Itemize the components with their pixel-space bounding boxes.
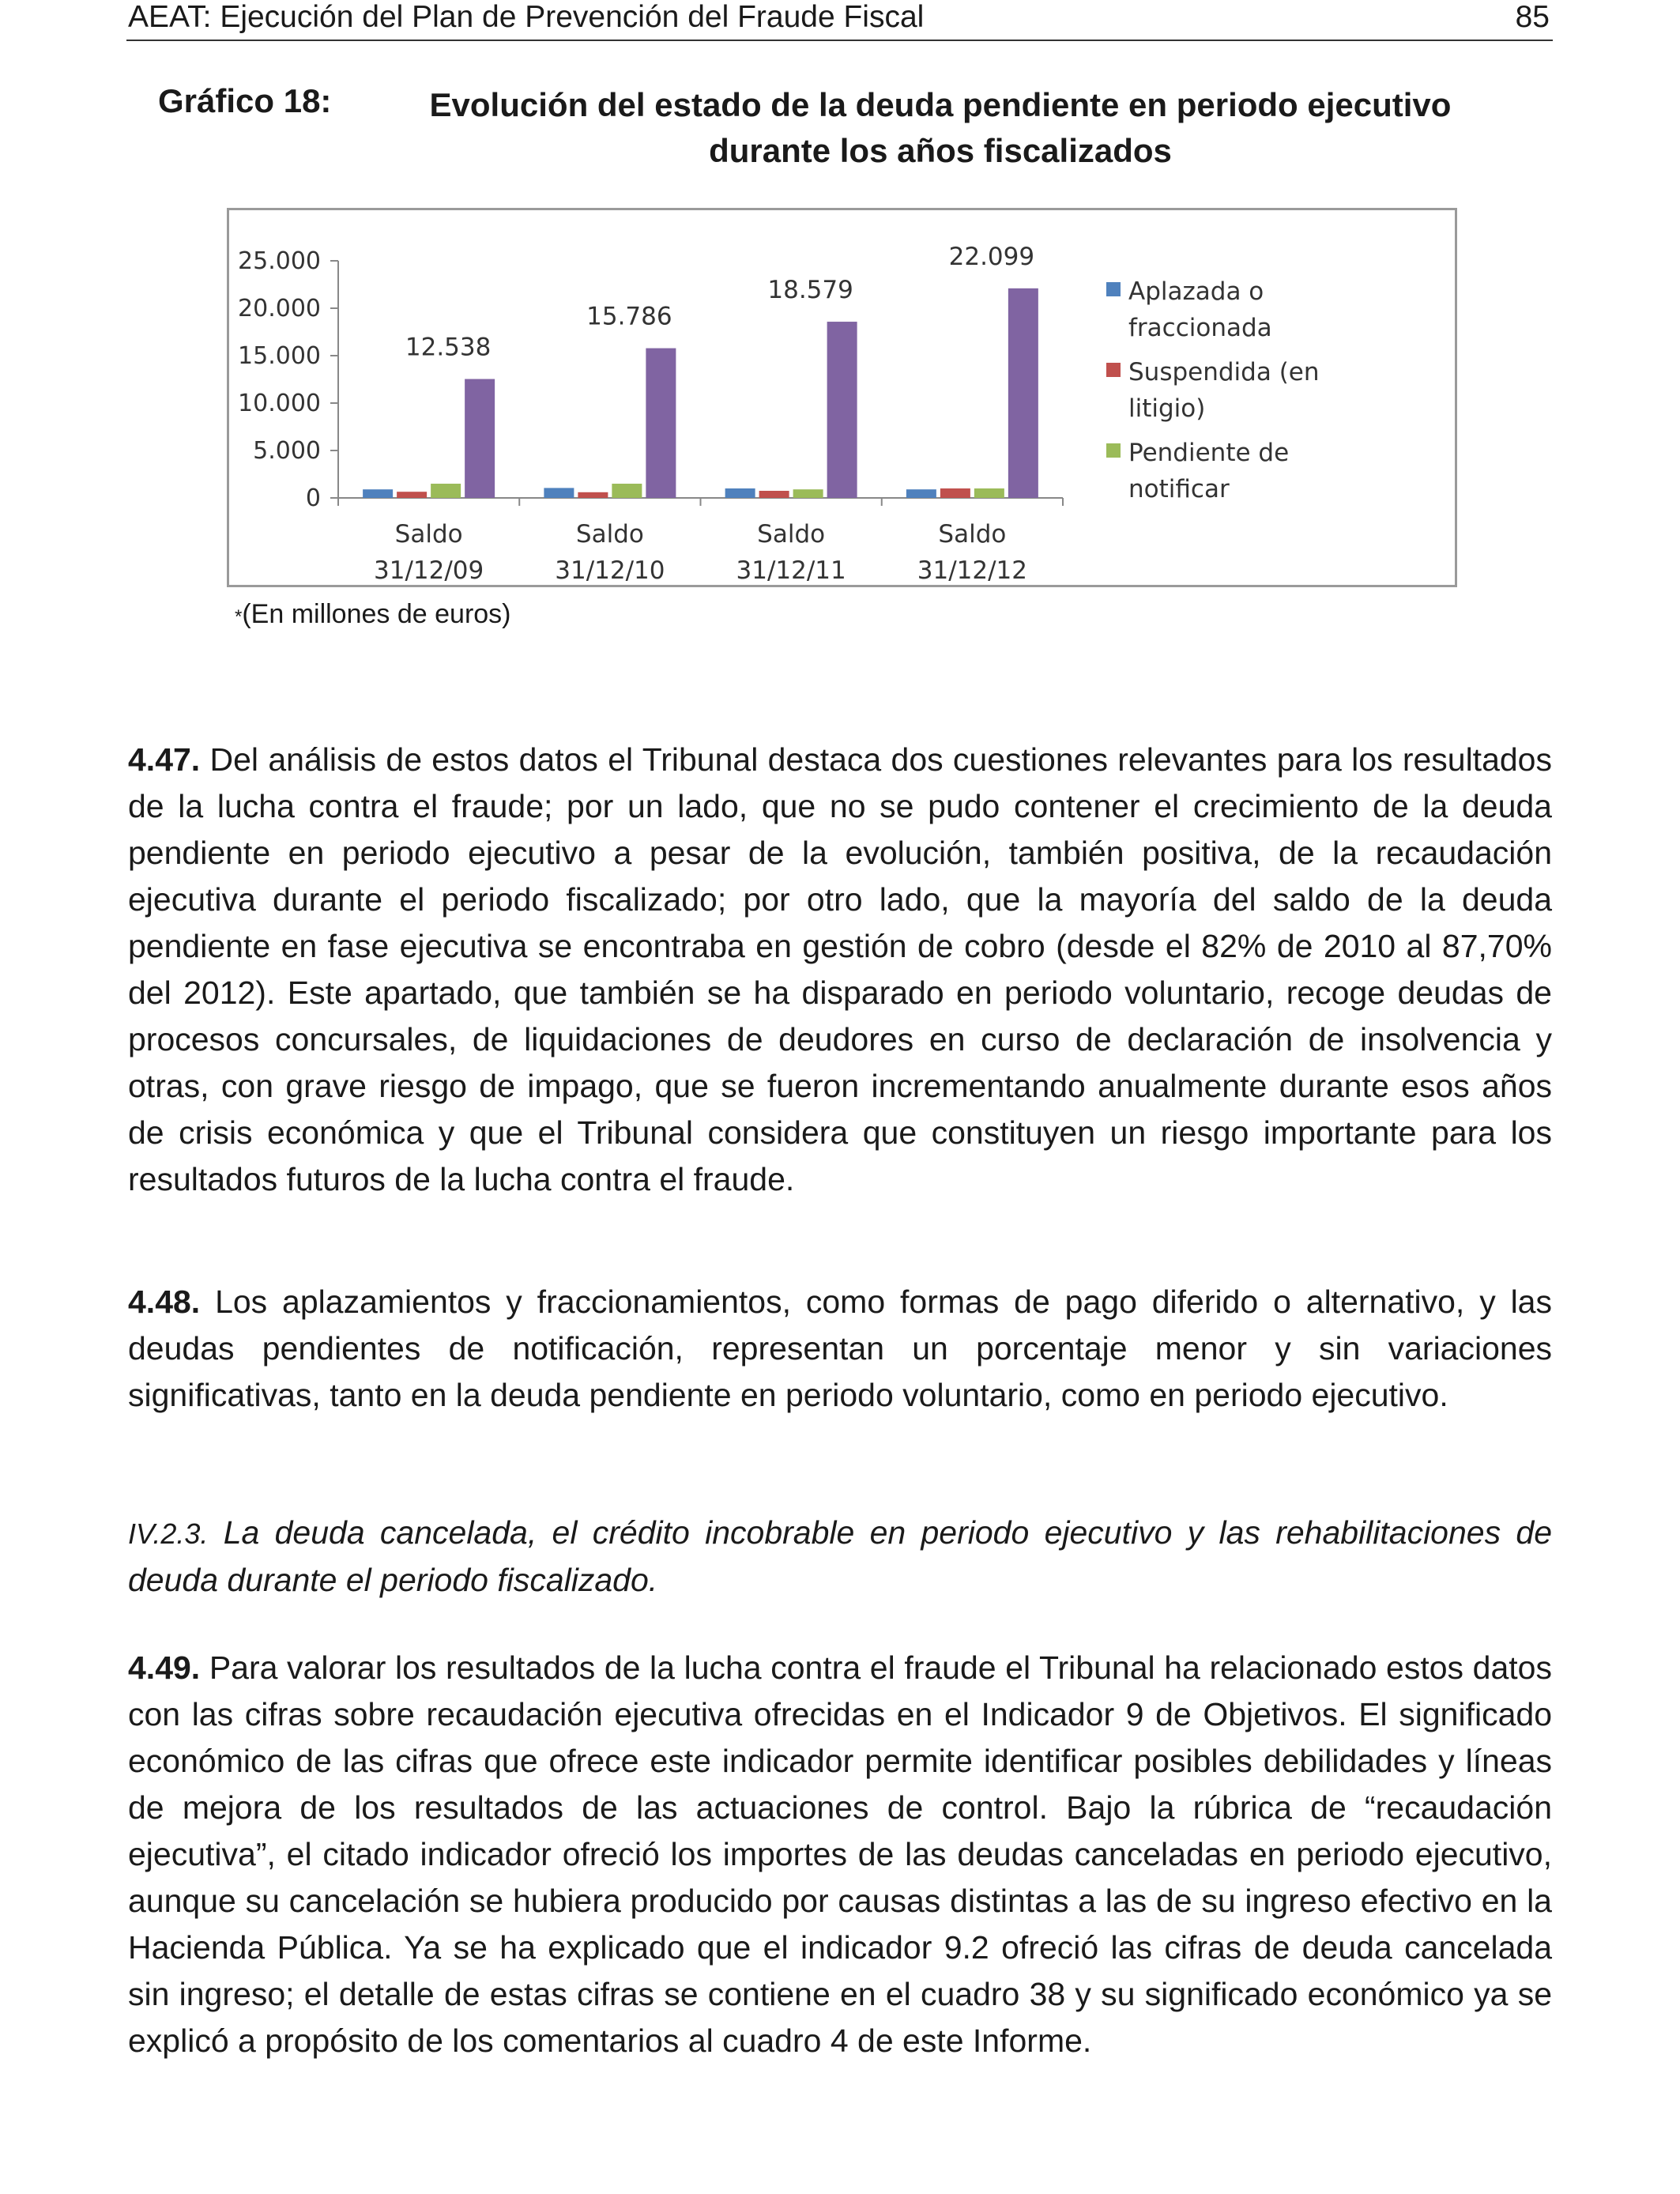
section-heading [128,1510,1552,1604]
legend-label: Aplazada o [1128,277,1264,306]
legend-swatch [1106,282,1121,296]
paragraph-number: 4.48. [128,1284,201,1320]
page-header [126,0,1553,41]
category-label: Saldo [394,520,463,548]
section-title: La deuda cancelada, el crédito incobrable en periodo ejecutivo y las rehabilitaciones de deuda durante el periodo fiscalizado. [128,1514,1552,1598]
legend-label: Pendiente de [1128,439,1290,467]
bar [646,349,676,498]
data-label: 18.579 [767,276,853,305]
note-text: (En millones de euros) [242,599,511,629]
category-label: Saldo [575,520,644,548]
bar [974,488,1004,498]
paragraph-number: 4.49. [128,1649,201,1686]
bar [793,489,823,498]
bar [465,379,495,498]
bar [578,492,608,498]
chart-note [235,599,511,630]
paragraph-4-47 [128,737,1552,1203]
data-label: 15.786 [586,302,672,331]
y-tick-label: 20.000 [238,295,321,322]
legend-label: fraccionada [1128,314,1272,342]
category-label: 31/12/12 [917,556,1027,585]
paragraph-text: Del análisis de estos datos el Tribunal destaca dos cuestiones relevantes para los resultados de la lucha contra el fraude; por un lado, que no se pudo contener el crecimiento de la deuda pendiente en periodo ejecutivo a pesar de la evolución, también positiva, de la recaudación ejecutiva durante el periodo fiscalizado; por otro lado, que la mayoría del saldo de la deuda pendiente en fase ejecutiva se encontraba en gestión de cobro (desde el 82% de 2010 al 87,70% del 2012). Este apartado, que también se ha disparado en periodo voluntario, recoge deudas de procesos concursales, de liquidaciones de deudores en curso de declaración de insolvencia y otras, con grave riesgo de impago, que se fueron incrementando anualmente durante esos años de crisis económica y que el Tribunal considera que constituyen un riesgo importante para los resultados futuros de la lucha contra el fraude. [128,741,1552,1197]
chart-frame [227,208,1457,587]
y-tick-label: 15.000 [238,342,321,370]
bar [431,484,461,498]
page-number: 85 [1515,0,1550,34]
y-tick-label: 0 [305,484,321,512]
category-label: Saldo [757,520,826,548]
legend-swatch [1106,443,1121,458]
legend-swatch [1106,363,1121,377]
bar [827,322,857,498]
document-title: AEAT: Ejecución del Plan de Prevención del Fraude Fiscal [128,0,925,34]
legend-label: Suspendida (en [1128,358,1320,386]
bar [544,488,574,498]
bar [612,484,642,498]
figure-title: Evolución del estado de la deuda pendiente en periodo ejecutivo durante los años fiscalizados [429,86,1452,169]
category-label: 31/12/10 [555,556,665,585]
bar [363,489,393,498]
bar [725,488,755,498]
paragraph-text: Para valorar los resultados de la lucha contra el fraude el Tribunal ha relacionado estos datos con las cifras sobre recaudación ejecutiva ofrecidas en el Indicador 9 de Objetivos. El significado económico de las cifras que ofrece este indicador permite identificar posibles debilidades y líneas de mejora de los resultados de las actuaciones de control. Bajo la rúbrica de “recaudación ejecutiva”, el citado indicador ofreció los importes de las deudas canceladas en periodo ejecutivo, aunque su cancelación se hubiera producido por causas distintas a las de su ingreso efectivo en la Hacienda Pública. Ya se ha explicado que el indicador 9.2 ofreció las cifras de deuda cancelada sin ingreso; el detalle de estas cifras se contiene en el cuadro 38 y su significado económico ya se explicó a propósito de los comentarios al cuadro 4 de este Informe. [128,1649,1552,2059]
bar [759,491,789,498]
figure-label: Gráfico 18: [158,82,332,119]
y-tick-label: 5.000 [253,437,321,465]
legend-label: notificar [1128,475,1230,503]
paragraph-4-48 [128,1279,1552,1419]
section-number: IV.2.3. [128,1517,209,1550]
bar-chart [229,210,1455,585]
bar [397,492,427,498]
data-label: 12.538 [405,333,492,362]
bar [1008,288,1038,498]
y-tick-label: 10.000 [238,390,321,417]
bar [940,488,970,498]
bar [906,489,936,498]
paragraph-4-49 [128,1645,1552,2064]
y-tick-label: 25.000 [238,247,321,275]
note-asterisk: * [235,606,243,628]
category-label: Saldo [938,520,1007,548]
category-label: 31/12/11 [736,556,846,585]
paragraph-number: 4.47. [128,741,201,778]
category-label: 31/12/09 [374,556,484,585]
paragraph-text: Los aplazamientos y fraccionamientos, como formas de pago diferido o alternativo, y las deudas pendientes de notificación, representan un porcentaje menor y sin variaciones significativas, tanto en la deuda pendiente en periodo voluntario, como en periodo ejecutivo. [128,1284,1552,1413]
legend-label: litigio) [1128,394,1206,423]
data-label: 22.099 [948,242,1035,271]
